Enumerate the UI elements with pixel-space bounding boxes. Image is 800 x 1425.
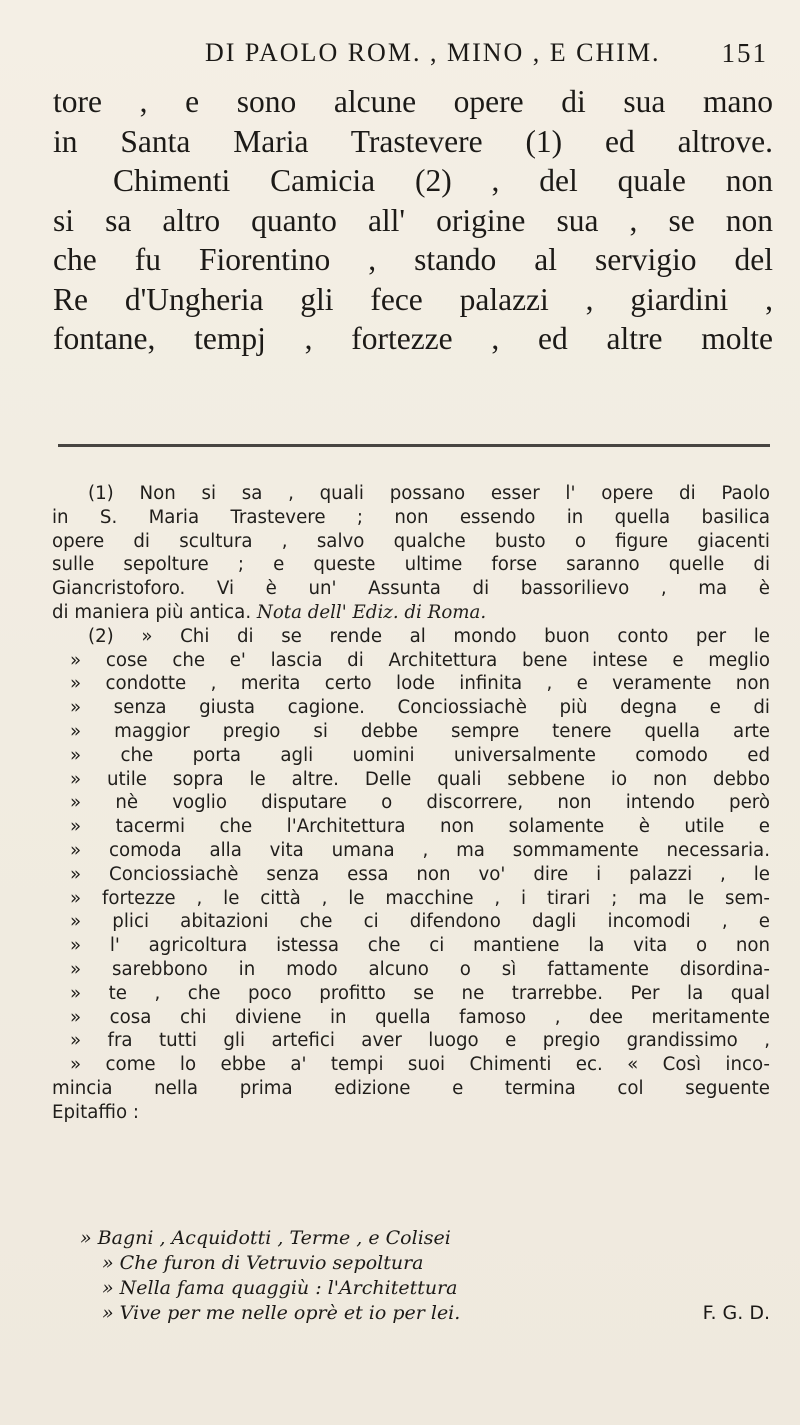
note-line: » senza giusta cagione. Conciossiachè più degna e di xyxy=(70,697,770,719)
body-line: che fu Fiorentino , stando al servigio del xyxy=(53,242,773,277)
note-line: » plici abitazioni che ci difendono dagli incomodi , e xyxy=(70,911,770,933)
signature: F. G. D. xyxy=(702,1302,770,1324)
note-line: (2) » Chi di se rende al mondo buon conto per le xyxy=(88,625,770,647)
epitaph-line: » Nella fama quaggiù : l'Architettura xyxy=(102,1277,458,1299)
note-line: Epitaffio : xyxy=(52,1101,139,1123)
note-line: Giancristoforo. Vi è un' Assunta di bassorilievo , ma è xyxy=(52,578,770,600)
note-line: » nè voglio disputare o discorrere, non intendo però xyxy=(70,792,770,814)
body-line: si sa altro quanto all' origine sua , se non xyxy=(53,202,773,238)
note-line: » sarebbono in modo alcuno o sì fattamente disordina- xyxy=(70,958,770,980)
note-line: (1) Non si sa , quali possano esser l' opere di Paolo xyxy=(88,483,770,504)
body-line: tore , e sono alcune opere di sua mano xyxy=(53,84,773,119)
footnotes xyxy=(52,482,770,1125)
note-line: in S. Maria Trastevere ; non essendo in quella basilica xyxy=(52,506,770,528)
epitaph-line: » Vive per me nelle oprè et io per lei. xyxy=(102,1302,461,1324)
running-title: DI PAOLO ROM. , MINO , E CHIM. xyxy=(205,38,661,67)
body-line: fontane, tempj , fortezze , ed altre molte xyxy=(53,321,773,356)
note-line: di maniera più antica. xyxy=(52,601,252,623)
main-text xyxy=(53,82,773,359)
note-line: » Conciossiachè senza essa non vo' dire i palazzi , le xyxy=(70,863,770,885)
body-line: in Santa Maria Trastevere (1) ed altrove. xyxy=(53,123,773,159)
note-line: » te , che poco profitto se ne trarrebbe. Per la qual xyxy=(70,982,770,1004)
note-line: » fortezze , le città , le macchine , i tirari ; ma le sem- xyxy=(70,887,770,909)
note-line: sulle sepolture ; e queste ultime forse saranno quelle di xyxy=(52,554,770,576)
note-line: » che porta agli uomini universalmente comodo ed xyxy=(70,744,770,766)
note-line: » l' agricoltura istessa che ci mantiene la vita o non xyxy=(70,935,770,957)
note-line-with-attribution xyxy=(52,601,770,625)
epitaph xyxy=(80,1226,770,1326)
note-line: » come lo ebbe a' tempi suoi Chimenti ec. « Così inco- xyxy=(70,1054,770,1076)
note-line: » tacermi che l'Architettura non solamente è utile e xyxy=(70,816,770,838)
epitaph-line: » Bagni , Acquidotti , Terme , e Colisei xyxy=(80,1227,451,1249)
note-line: » comoda alla vita umana , ma sommamente necessaria. xyxy=(70,839,770,861)
running-head xyxy=(0,38,800,78)
note-attribution: Nota dell' Ediz. di Roma. xyxy=(256,601,487,623)
body-line: Re d'Ungheria gli fece palazzi , giardini , xyxy=(53,281,773,317)
footnote-divider xyxy=(58,444,770,447)
note-line: » fra tutti gli artefici aver luogo e pregio grandissimo , xyxy=(70,1030,770,1052)
body-line: Chimenti Camicia (2) , del quale non xyxy=(113,163,773,198)
note-line: » condotte , merita certo lode infinita , e veramente non xyxy=(70,673,770,695)
note-line: » cosa chi diviene in quella famoso , dee meritamente xyxy=(70,1006,770,1028)
note-line: opere di scultura , salvo qualche busto o figure giacenti xyxy=(52,530,770,552)
note-line: » cose che e' lascia di Architettura bene intese e meglio xyxy=(70,649,770,671)
epitaph-line: » Che furon di Vetruvio sepoltura xyxy=(102,1252,424,1274)
note-line: » utile sopra le altre. Delle quali sebbene io non debbo xyxy=(70,768,770,790)
note-line: mincia nella prima edizione e termina col seguente xyxy=(52,1077,770,1099)
note-line: » maggior pregio si debbe sempre tenere quella arte xyxy=(70,720,770,742)
page-number: 151 xyxy=(721,38,768,68)
